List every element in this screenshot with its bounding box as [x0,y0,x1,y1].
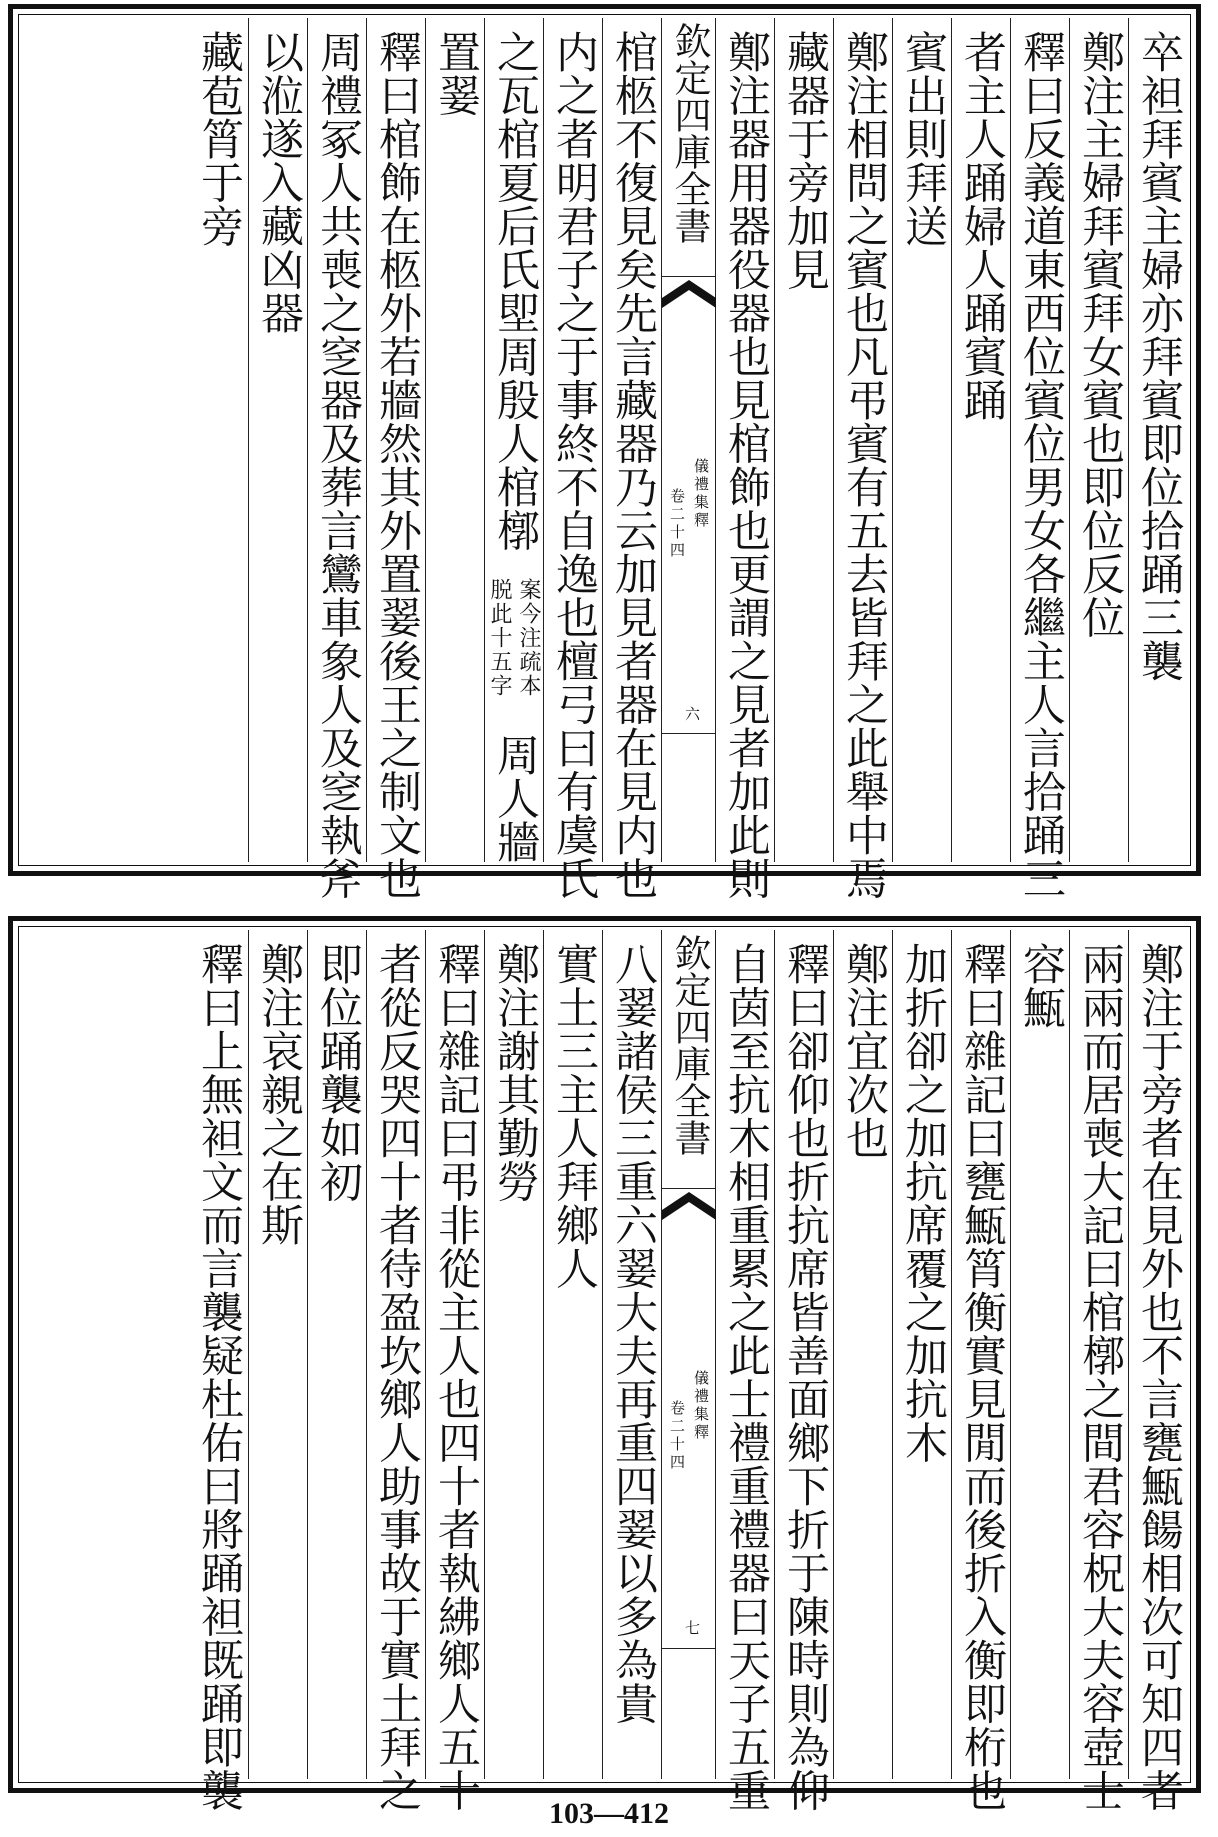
text-column [543,930,602,1779]
column-text: 之瓦棺夏后氏堲周殷人棺槨 [490,30,540,552]
book-title: 儀禮集釋 [692,458,710,530]
text-column [425,930,484,1812]
column-text: 鄭注哀親之在斯 [254,942,304,1247]
text-column [189,930,248,1812]
column-text: 卒袒拜賓主婦亦拜賓即位拾踊三襲 [1134,30,1184,683]
text-column [248,930,307,1779]
column-text: 鄭注主婦拜賓拜女賓也即位反位 [1075,30,1125,639]
column-text: 鄭注器用器役器也見棺飾也更謂之見者加此則 [721,30,771,900]
column-text: 自茵至抗木相重累之此士禮重禮器曰天子五重 [721,942,771,1812]
fish-tail-icon [662,1188,716,1228]
column-text: 内之者明君子之于事終不自逸也檀弓曰有虞氏 [549,30,599,900]
text-column [307,18,366,900]
divider [662,1648,715,1649]
column-text: 賓出則拜送 [898,30,948,248]
text-column [1010,930,1069,1779]
text-column [484,930,543,1779]
bottom-page [8,916,1201,1812]
column-text: 釋曰雜記曰弔非從主人也四十者執紼鄉人五十 [431,942,481,1812]
text-column [1069,18,1128,862]
volume-label: 卷二十四 [668,1400,686,1472]
text-column [307,930,366,1779]
text-column [484,18,543,862]
text-column [833,930,892,1779]
column-text: 鄭注宜次也 [839,942,889,1160]
text-column [1128,930,1187,1812]
page-number: 七 [683,1620,701,1635]
column-text: 鄭注相問之賓也凡弔賓有五去皆拜之此舉中焉 [839,30,889,900]
book-title: 儀禮集釋 [692,1370,710,1442]
column-text: 鄭注謝其勤勞 [490,942,540,1203]
text-column [425,18,484,862]
column-text: 釋曰反義道東西位賓位男女各繼主人言拾踊三 [1016,30,1066,900]
column-text: 實土三主人拜鄉人 [549,942,599,1290]
column-text: 釋曰雜記曰甕甒筲衡實見閒而後折入衡即桁也 [957,942,1007,1812]
column-text: 容甒 [1016,942,1066,1029]
text-column [833,18,892,900]
column-text: 者主人踊婦人踊賓踊 [957,30,1007,422]
column-text: 釋曰上無袒文而言襲疑杜佑曰將踊袒既踊即襲 [194,942,244,1812]
column-text: 釋曰卻仰也折抗席皆善面鄉下折于陳時則為仰 [780,942,830,1812]
column-text: 釋曰棺飾在柩外若牆然其外置翣後王之制文也 [372,30,422,900]
fish-tail-icon [662,276,716,316]
column-text: 兩兩而居喪大記曰棺槨之間君容柷大夫容壺士 [1075,942,1125,1812]
text-column [951,930,1010,1812]
collection-title: 欽定四庫全書 [668,934,711,1156]
text-column [951,18,1010,862]
text-column [892,930,951,1779]
text-column [248,18,307,862]
text-column [715,18,774,900]
column-text: 周禮冢人共喪之窆器及葬言鸞車象人及窆執斧 [313,30,363,900]
column-text: 加折卻之加抗席覆之加抗木 [898,942,948,1464]
text-column [715,930,774,1812]
text-column [774,18,833,862]
column-text: 即位踊襲如初 [313,942,363,1203]
column-text: 棺柩不復見矣先言藏器乃云加見者器在見内也 [608,30,658,900]
annotation-note: 脱此十五字 [487,578,512,698]
text-column [366,930,425,1812]
page-footer-number: 103—412 [549,1797,669,1830]
top-page [8,4,1201,900]
divider [662,733,715,734]
center-margin [661,18,715,862]
text-column [543,18,602,900]
center-margin [661,930,715,1779]
page-number: 六 [683,706,701,721]
text-column [602,930,661,1779]
text-column [1128,18,1187,862]
volume-label: 卷二十四 [668,488,686,560]
column-text: 鄭注于旁者在見外也不言甕甒餳相次可知四者 [1134,942,1184,1812]
column-text: 藏苞筲于旁 [194,30,244,248]
top-columns [22,18,1187,900]
text-column [1010,18,1069,900]
text-column [774,930,833,1812]
text-column [892,18,951,862]
annotation-note: 案今注疏本 [516,578,541,698]
column-text: 八翣諸侯三重六翣大夫再重四翣以多為貴 [608,942,658,1725]
bottom-columns [22,930,1187,1812]
text-column [189,18,248,862]
column-text: 藏器于旁加見 [780,30,830,291]
column-text: 以涖遂入藏凶器 [254,30,304,335]
text-column [602,18,661,900]
text-column [366,18,425,900]
column-text: 周人牆 [490,733,540,864]
column-text: 者從反哭四十者待盈坎鄉人助事故于實土拜之 [372,942,422,1812]
text-column [1069,930,1128,1812]
collection-title: 欽定四庫全書 [668,22,711,244]
column-text: 置翣 [431,30,481,117]
